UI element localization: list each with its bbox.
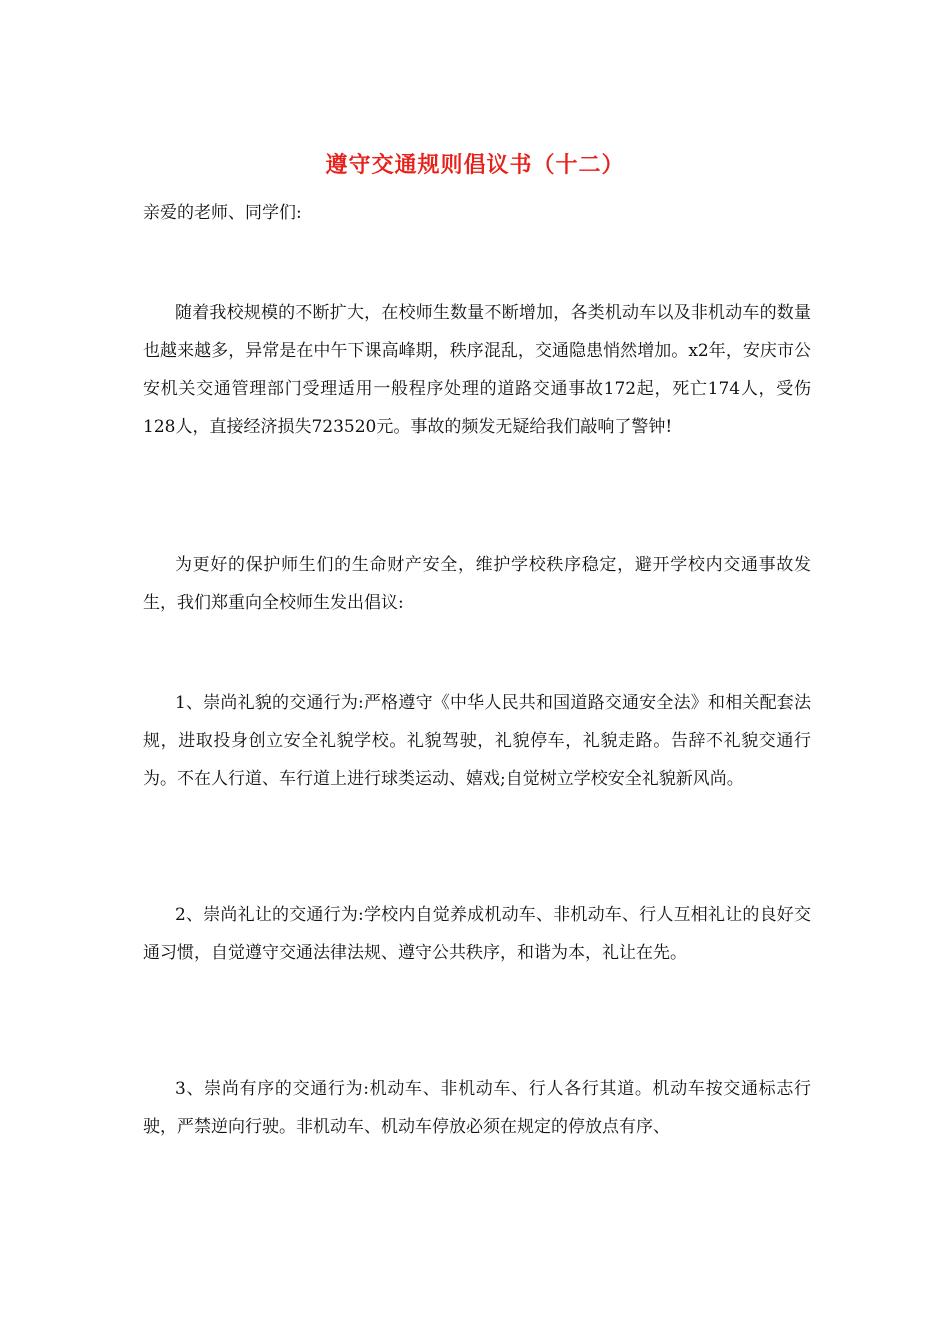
- paragraph-item-1: 1、崇尚礼貌的交通行为:严格遵守《中华人民共和国道路交通安全法》和相关配套法规，进取投身创立安全礼貌学校。礼貌驾驶，礼貌停车，礼貌走路。告辞不礼貌交通行为。不在人行道、车行道上进行球类运动、嬉戏;自觉树立学校安全礼貌新风尚。: [143, 693, 811, 789]
- document-title: 遵守交通规则倡议书（十二）: [325, 153, 625, 178]
- greeting-line: 亲爱的老师、同学们:: [143, 203, 302, 223]
- paragraph-intro: 随着我校规模的不断扩大，在校师生数量不断增加，各类机动车以及非机动车的数量也越来越多，异常是在中午下课高峰期，秩序混乱，交通隐患悄然增加。x2年，安庆市公安机关交通管理部门受理适用一般程序处理的道路交通事故172起，死亡174人，受伤128人，直接经济损失723520元。事故的频发无疑给我们敲响了警钟!: [143, 303, 811, 437]
- paragraph-item-3: 3、崇尚有序的交通行为:机动车、非机动车、行人各行其道。机动车按交通标志行驶，严禁逆向行驶。非机动车、机动车停放必须在规定的停放点有序、: [143, 1079, 811, 1137]
- paragraph-proposal: 为更好的保护师生们的生命财产安全，维护学校秩序稳定，避开学校内交通事故发生，我们郑重向全校师生发出倡议:: [143, 555, 811, 613]
- paragraph-item-2: 2、崇尚礼让的交通行为:学校内自觉养成机动车、非机动车、行人互相礼让的良好交通习惯，自觉遵守交通法律法规、遵守公共秩序，和谐为本，礼让在先。: [143, 905, 811, 963]
